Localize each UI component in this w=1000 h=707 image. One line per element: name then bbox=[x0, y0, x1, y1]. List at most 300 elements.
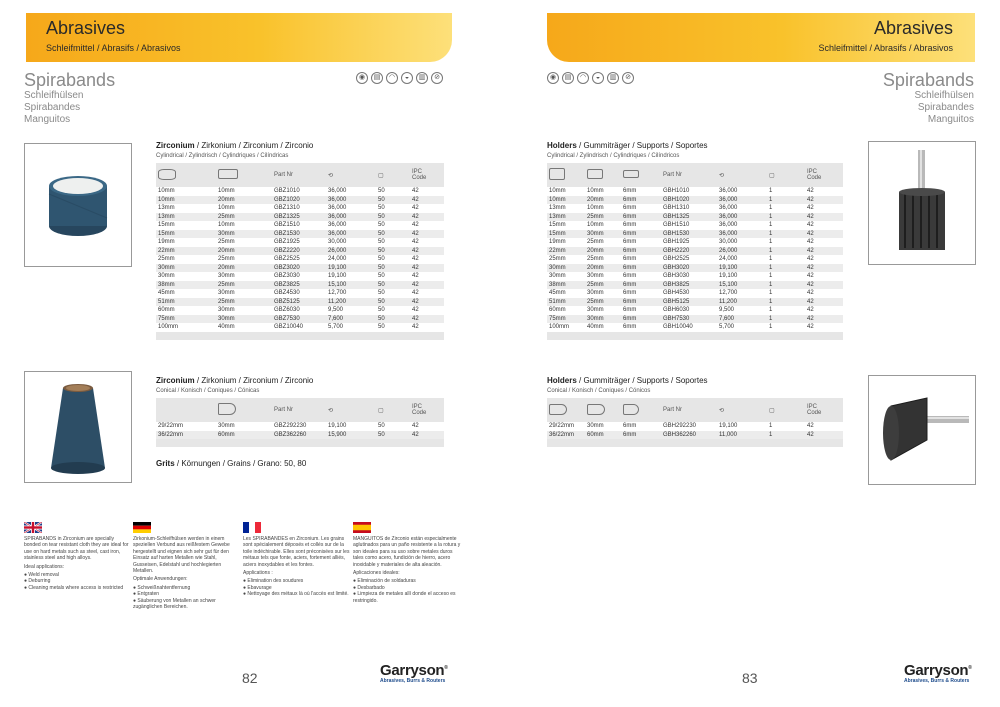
book-icon: ▥ bbox=[416, 72, 428, 84]
holders-cylindrical-cell: 1 bbox=[769, 188, 773, 194]
holders-cylindrical-cell: 6mm bbox=[623, 307, 637, 313]
holders-cylindrical-cell: 15mm bbox=[549, 222, 566, 228]
zirconium-cylindrical-cell: 13mm bbox=[158, 213, 175, 220]
holders-cylindrical-row bbox=[547, 323, 843, 332]
zirconium-cylindrical-row bbox=[156, 323, 444, 332]
rpm-icon: ⟲ bbox=[719, 407, 725, 414]
holders-cylindrical-cell: 19,100 bbox=[719, 273, 738, 279]
zirconium-cylindrical-cell: GBZ3020 bbox=[274, 264, 300, 271]
lang-en-app: ● Weld removal bbox=[24, 572, 59, 579]
holders-cylindrical-row bbox=[547, 238, 843, 247]
zirconium-cylindrical-cell: 42 bbox=[412, 273, 419, 279]
zirconium-cylindrical-cell: GBZ1510 bbox=[274, 222, 300, 228]
zirconium-cylindrical-cell: 42 bbox=[412, 298, 419, 305]
holders-cylindrical-cell: 25mm bbox=[587, 213, 604, 220]
zirconium-cylindrical-cell: 25mm bbox=[158, 256, 175, 262]
holders-cylindrical-cell: 19mm bbox=[549, 239, 566, 245]
zirconium-conical-row bbox=[156, 431, 444, 440]
uk-flag-icon bbox=[24, 522, 42, 533]
holders-cylindrical-cell: GBH4530 bbox=[663, 290, 690, 296]
zirconium-cylindrical-cell: 26,000 bbox=[328, 247, 347, 254]
zirconium-conical-row bbox=[156, 422, 444, 431]
zirconium-cylindrical-cell: 50 bbox=[378, 230, 385, 237]
zirconium-cylindrical-cell: 30mm bbox=[218, 307, 235, 313]
conical-band-image bbox=[25, 372, 131, 482]
zirconium-cylindrical-cell: 20mm bbox=[218, 196, 235, 203]
cone-length-icon bbox=[585, 398, 621, 422]
zirconium-conical-cell: 36/22mm bbox=[158, 431, 184, 438]
zirconium-cylindrical-cell: 45mm bbox=[158, 290, 175, 296]
rpm-icon: ⟲ bbox=[328, 407, 334, 414]
holders-cylindrical-cell: GBH2220 bbox=[663, 247, 690, 254]
zirconium-cylindrical-section bbox=[156, 141, 444, 340]
zirconium-cylindrical-cell: 100mm bbox=[158, 324, 179, 330]
zirconium-cylindrical-cell: 50 bbox=[378, 281, 385, 288]
part-nr-header: Part Nr bbox=[274, 407, 294, 413]
page-number-right: 83 bbox=[742, 670, 758, 686]
holders-cylindrical-cell: 9,500 bbox=[719, 307, 735, 313]
lang-en-text: SPIRABANDS in Zirconium are specially bonded on tear resistant cloth they are ideal for use on hard metals such as steel, cast iron, stainless steel and high alloys. bbox=[24, 536, 129, 562]
holders-cylindrical-cell: 6mm bbox=[623, 222, 637, 228]
holders-cylindrical-row bbox=[547, 221, 843, 230]
zirconium-cylindrical-cell: 30mm bbox=[158, 264, 175, 271]
holders-cylindrical-title: Holders / Gummiträger / Supports / Soportes bbox=[547, 141, 708, 150]
holders-conical-cell: 1 bbox=[769, 423, 773, 429]
zirconium-cylindrical-cell: GBZ1530 bbox=[274, 230, 300, 237]
zirconium-cylindrical-row bbox=[156, 238, 444, 247]
holders-cylindrical-row bbox=[547, 298, 843, 307]
safety-icons bbox=[547, 72, 634, 84]
product-photo-conical-band bbox=[24, 371, 132, 483]
lang-de-text: Zirkonium-Schleifhülsen werden in einem speziellen Verbund aus reißfestem Gewebe hergestellt und eignen sich sehr gut für den Einsatz auf harten Metallen wie Stahl, Gusseisen, Edelstahl und hochlegierten Metallen. bbox=[133, 536, 230, 575]
category-banner bbox=[26, 13, 452, 62]
zirconium-cylindrical-cell: 42 bbox=[412, 222, 419, 228]
zirconium-cylindrical-cell: 19,100 bbox=[328, 273, 347, 279]
zirconium-cylindrical-cell: 50 bbox=[378, 213, 385, 220]
holders-cylindrical-cell: 36,000 bbox=[719, 188, 738, 194]
zirconium-cylindrical-cell: 25mm bbox=[218, 281, 235, 288]
holders-cylindrical-cell: 1 bbox=[769, 222, 773, 228]
holders-cylindrical-type: Cylindrical / Zylindrisch / Cylindriques / Cilíndricos bbox=[547, 153, 680, 159]
holders-cylindrical-cell: 10mm bbox=[587, 188, 604, 194]
zirconium-cylindrical-cell: 50 bbox=[378, 298, 385, 305]
zirconium-cylindrical-row bbox=[156, 221, 444, 230]
holders-cylindrical-table bbox=[547, 163, 843, 340]
zirconium-cylindrical-cell: 42 bbox=[412, 264, 419, 271]
face-shield-icon: ◉ bbox=[547, 72, 559, 84]
holders-cylindrical-cell: 1 bbox=[769, 307, 773, 313]
conical-holder-image bbox=[869, 376, 975, 484]
product-photo-conical-holder bbox=[868, 375, 976, 485]
zirconium-cylindrical-cell: 9,500 bbox=[328, 307, 344, 313]
holders-cylindrical-cell: GBH10040 bbox=[663, 324, 693, 330]
holders-cylindrical-cell: 1 bbox=[769, 196, 773, 203]
zirconium-cylindrical-title: Zirconium / Zirkonium / Zirconium / Zirconio bbox=[156, 141, 314, 150]
zirconium-cylindrical-cell: 30mm bbox=[218, 315, 235, 322]
holders-cylindrical-cell: 1 bbox=[769, 324, 773, 330]
zirconium-cylindrical-cell: 36,000 bbox=[328, 222, 347, 228]
zirconium-cylindrical-row bbox=[156, 247, 444, 256]
holders-cylindrical-cell: 30,000 bbox=[719, 239, 738, 245]
holders-cylindrical-cell: 1 bbox=[769, 256, 773, 262]
zirconium-conical-cell: 29/22mm bbox=[158, 423, 184, 429]
holders-cylindrical-cell: 1 bbox=[769, 230, 773, 237]
zirconium-cylindrical-cell: 42 bbox=[412, 205, 419, 211]
zirconium-cylindrical-cell: 50 bbox=[378, 264, 385, 271]
product-subtitle-es: Manguitos bbox=[927, 114, 974, 125]
banner-title: Abrasives bbox=[46, 18, 126, 38]
zirconium-cylindrical-cell: GBZ2525 bbox=[274, 256, 300, 262]
zirconium-cylindrical-row bbox=[156, 315, 444, 324]
lang-de-app: ● Schweißnahtentfernung bbox=[133, 584, 191, 591]
ipc-code-header: IPC Code bbox=[807, 404, 822, 416]
holders-conical-section bbox=[547, 376, 843, 447]
zirconium-cylindrical-cell: 50 bbox=[378, 239, 385, 245]
holders-conical-title: Holders / Gummiträger / Supports / Soportes bbox=[547, 376, 708, 385]
zirconium-cylindrical-cell: GBZ1925 bbox=[274, 239, 300, 245]
zirconium-cylindrical-cell: 50 bbox=[378, 188, 385, 194]
ear-icon: ◠ bbox=[577, 72, 589, 84]
lang-es-app: ● Eliminación de soldaduras bbox=[353, 578, 416, 585]
zirconium-cylindrical-row bbox=[156, 213, 444, 222]
holders-cylindrical-cell: GBH2525 bbox=[663, 256, 690, 262]
holders-cylindrical-cell: GBH1310 bbox=[663, 205, 690, 211]
zirconium-cylindrical-row bbox=[156, 264, 444, 273]
product-subtitle-fr: Spirabandes bbox=[24, 102, 81, 113]
holders-cylindrical-cell: 6mm bbox=[623, 230, 637, 237]
cone-icon bbox=[216, 398, 272, 422]
holders-cylindrical-cell: GBH3030 bbox=[663, 273, 690, 279]
ear-icon: ◠ bbox=[386, 72, 398, 84]
holders-cylindrical-cell: 6mm bbox=[623, 213, 637, 220]
diameter-icon bbox=[547, 163, 585, 187]
holders-conical-cell: 1 bbox=[769, 431, 773, 438]
holders-cylindrical-row bbox=[547, 289, 843, 298]
zirconium-cylindrical-cell: 51mm bbox=[158, 298, 175, 305]
zirconium-cylindrical-cell: 36,000 bbox=[328, 213, 347, 220]
holders-cylindrical-cell: 6mm bbox=[623, 273, 637, 279]
zirconium-cylindrical-cell: 40mm bbox=[218, 324, 235, 330]
product-photo-cylindrical-holder bbox=[868, 141, 976, 265]
rpm-icon: ⟲ bbox=[328, 172, 334, 179]
holders-cylindrical-cell: 36,000 bbox=[719, 213, 738, 220]
zirconium-cylindrical-cell: 36,000 bbox=[328, 230, 347, 237]
zirconium-cylindrical-cell: 42 bbox=[412, 256, 419, 262]
banner-title: Abrasives bbox=[873, 18, 953, 38]
holders-cylindrical-cell: 24,000 bbox=[719, 256, 738, 262]
holders-cylindrical-row bbox=[547, 272, 843, 281]
holders-conical-row bbox=[547, 431, 843, 440]
cylindrical-holder-image bbox=[869, 142, 975, 264]
holders-cylindrical-row bbox=[547, 247, 843, 256]
holders-cylindrical-cell: 25mm bbox=[549, 256, 566, 262]
lang-de-app: ● Säuberung von Metallen an schwer zugänglichen Bereichen. bbox=[133, 597, 216, 611]
zirconium-cylindrical-table bbox=[156, 163, 444, 340]
holders-cylindrical-row bbox=[547, 196, 843, 205]
zirconium-cylindrical-row bbox=[156, 230, 444, 239]
zirconium-cylindrical-cell: 50 bbox=[378, 247, 385, 254]
holders-cylindrical-cell: 42 bbox=[807, 230, 814, 237]
french-flag-icon bbox=[243, 522, 261, 533]
zirconium-cylindrical-cell: 20mm bbox=[218, 264, 235, 271]
cone-shank-icon bbox=[621, 398, 661, 422]
holders-cylindrical-cell: 6mm bbox=[623, 281, 637, 288]
lang-en-app: ● Deburring bbox=[24, 578, 51, 585]
zirconium-cylindrical-cell: 30mm bbox=[158, 273, 175, 279]
holders-cylindrical-cell: 30mm bbox=[587, 273, 604, 279]
holders-cylindrical-cell: 6mm bbox=[623, 315, 637, 322]
holders-conical-cell: 30mm bbox=[587, 423, 604, 429]
holders-cylindrical-cell: 42 bbox=[807, 315, 814, 322]
zirconium-cylindrical-cell: 50 bbox=[378, 222, 385, 228]
zirconium-cylindrical-row bbox=[156, 289, 444, 298]
holders-cylindrical-cell: 25mm bbox=[587, 239, 604, 245]
holders-cylindrical-section bbox=[547, 141, 843, 340]
zirconium-conical-table bbox=[156, 398, 444, 447]
zirconium-cylindrical-cell: 50 bbox=[378, 290, 385, 296]
zirconium-conical-cell: 42 bbox=[412, 423, 419, 429]
zirconium-cylindrical-cell: 30mm bbox=[218, 290, 235, 296]
lang-es-app: ● Limpieza de metales allí donde el acceso es restringido. bbox=[353, 591, 456, 604]
holders-cylindrical-cell: 15mm bbox=[549, 230, 566, 237]
zirconium-cylindrical-cell: 30,000 bbox=[328, 239, 347, 245]
part-nr-header: Part Nr bbox=[663, 172, 683, 178]
holders-cylindrical-cell: 36,000 bbox=[719, 230, 738, 237]
zirconium-cylindrical-cell: GBZ1010 bbox=[274, 188, 300, 194]
zirconium-cylindrical-cell: 42 bbox=[412, 324, 419, 330]
zirconium-cylindrical-cell: 50 bbox=[378, 315, 385, 322]
zirconium-cylindrical-cell: 25mm bbox=[218, 239, 235, 245]
holders-cylindrical-row bbox=[547, 255, 843, 264]
zirconium-cylindrical-cell: 38mm bbox=[158, 281, 175, 288]
zirconium-cylindrical-cell: 42 bbox=[412, 213, 419, 220]
holders-cylindrical-cell: GBH1510 bbox=[663, 222, 690, 228]
holders-cylindrical-row bbox=[547, 230, 843, 239]
zirconium-cylindrical-cell: GBZ10040 bbox=[274, 324, 304, 330]
zirconium-conical-cell: GBZ292230 bbox=[274, 423, 307, 429]
lang-block-es bbox=[353, 522, 461, 604]
zirconium-cylindrical-cell: 60mm bbox=[158, 307, 175, 313]
zirconium-cylindrical-cell: 25mm bbox=[218, 213, 235, 220]
zirconium-cylindrical-cell: 12,700 bbox=[328, 290, 347, 296]
zirconium-cylindrical-cell: 36,000 bbox=[328, 188, 347, 194]
zirconium-cylindrical-cell: GBZ1020 bbox=[274, 196, 300, 203]
holders-cylindrical-cell: 20mm bbox=[587, 196, 604, 203]
zirconium-cylindrical-cell: 10mm bbox=[158, 196, 175, 203]
part-nr-header: Part Nr bbox=[274, 172, 294, 178]
zirconium-conical-type: Conical / Konisch / Coniques / Cónicas bbox=[156, 388, 260, 394]
holders-cylindrical-cell: 1 bbox=[769, 298, 773, 305]
zirconium-cylindrical-cell: 7,600 bbox=[328, 315, 344, 322]
holders-cylindrical-row bbox=[547, 204, 843, 213]
holders-cylindrical-cell: 42 bbox=[807, 222, 814, 228]
holders-cylindrical-row bbox=[547, 281, 843, 290]
holders-cylindrical-cell: 36,000 bbox=[719, 196, 738, 203]
zirconium-cylindrical-cell: 42 bbox=[412, 188, 419, 194]
holders-conical-cell: 11,000 bbox=[719, 431, 737, 438]
product-subtitle-fr: Spirabandes bbox=[917, 102, 974, 113]
holders-cylindrical-cell: 1 bbox=[769, 290, 773, 296]
book-icon: ▥ bbox=[607, 72, 619, 84]
zirconium-cylindrical-cell: GBZ3825 bbox=[274, 281, 300, 288]
lang-fr-app: ● Nettoyage des métaux là où l'accès est limité. bbox=[243, 591, 349, 598]
holders-conical-row bbox=[547, 422, 843, 431]
zirconium-cylindrical-type: Cylindrical / Zylindrisch / Cylindriques / Cilíndricas bbox=[156, 153, 289, 159]
zirconium-cylindrical-cell: 10mm bbox=[218, 205, 235, 211]
holders-cylindrical-cell: 11,200 bbox=[719, 298, 737, 305]
holders-cylindrical-cell: 1 bbox=[769, 239, 773, 245]
holders-cylindrical-cell: 13mm bbox=[549, 205, 566, 211]
holders-cylindrical-cell: GBH1010 bbox=[663, 188, 690, 194]
mask-icon: ▤ bbox=[562, 72, 574, 84]
zirconium-cylindrical-cell: 36,000 bbox=[328, 205, 347, 211]
zirconium-cylindrical-cell: 20mm bbox=[218, 247, 235, 254]
lang-block-de bbox=[133, 522, 241, 610]
holders-cylindrical-cell: 100mm bbox=[549, 324, 570, 330]
zirconium-cylindrical-row bbox=[156, 306, 444, 315]
lang-fr-text: Les SPIRABANDES en Zirconium. Les grains sont spécialement déposés et collés sur de la toile indéchirable. Elles sont préconisées sur les métaux tels que fonte, aciers, fortement alliés, aciers inoxydables et les fontes. bbox=[243, 536, 350, 568]
zirconium-cylindrical-cell: 50 bbox=[378, 273, 385, 279]
helmet-icon: ◒ bbox=[592, 72, 604, 84]
holders-cylindrical-cell: 5,700 bbox=[719, 324, 735, 330]
holders-cylindrical-cell: 1 bbox=[769, 205, 773, 211]
holders-cylindrical-cell: GBH7530 bbox=[663, 315, 690, 322]
zirconium-conical-cell: 19,100 bbox=[328, 423, 347, 429]
zirconium-cylindrical-cell: 25mm bbox=[218, 298, 235, 305]
holders-cylindrical-cell: 6mm bbox=[623, 188, 637, 194]
box-icon: ▢ bbox=[769, 407, 775, 414]
german-flag-icon bbox=[133, 522, 151, 533]
part-nr-header: Part Nr bbox=[663, 407, 683, 413]
holders-cylindrical-cell: 30mm bbox=[587, 307, 604, 313]
zirconium-conical-cell: 15,900 bbox=[328, 431, 347, 438]
holders-conical-cell: 42 bbox=[807, 423, 814, 429]
holders-cylindrical-cell: 1 bbox=[769, 315, 773, 322]
holders-cylindrical-cell: 6mm bbox=[623, 298, 637, 305]
holders-cylindrical-cell: 20mm bbox=[587, 247, 604, 254]
zirconium-cylindrical-cell: 19,100 bbox=[328, 264, 347, 271]
holders-cylindrical-cell: 42 bbox=[807, 281, 814, 288]
holders-cylindrical-cell: 1 bbox=[769, 281, 773, 288]
holders-cylindrical-cell: GBH1925 bbox=[663, 239, 690, 245]
shank-icon bbox=[621, 163, 661, 187]
zirconium-cylindrical-cell: 25mm bbox=[218, 256, 235, 262]
box-icon: ▢ bbox=[769, 172, 775, 179]
zirconium-cylindrical-cell: 42 bbox=[412, 307, 419, 313]
holders-cylindrical-cell: 30mm bbox=[549, 264, 566, 271]
zirconium-cylindrical-cell: 50 bbox=[378, 256, 385, 262]
diameter-icon bbox=[156, 163, 216, 187]
lang-fr-apps-title: Applications : bbox=[243, 570, 273, 577]
helmet-icon: ◒ bbox=[401, 72, 413, 84]
lang-block-fr bbox=[243, 522, 351, 598]
garryson-logo: Garryson® Abrasives, Burrs & Routers bbox=[904, 662, 972, 684]
holders-cylindrical-cell: GBH1020 bbox=[663, 196, 690, 203]
holders-conical-type: Conical / Konisch / Coniques / Cónicos bbox=[547, 388, 651, 394]
holders-cylindrical-cell: 22mm bbox=[549, 247, 566, 254]
cylindrical-band-image bbox=[25, 144, 131, 266]
holders-cylindrical-row bbox=[547, 315, 843, 324]
holders-cylindrical-cell: 30mm bbox=[587, 315, 604, 322]
zirconium-cylindrical-cell: 42 bbox=[412, 230, 419, 237]
zirconium-cylindrical-row bbox=[156, 281, 444, 290]
cone-diameter-icon bbox=[547, 398, 585, 422]
zirconium-cylindrical-cell: GBZ6030 bbox=[274, 307, 300, 313]
holders-cylindrical-cell: 6mm bbox=[623, 264, 637, 271]
lang-block-en bbox=[24, 522, 132, 591]
holders-cylindrical-cell: 51mm bbox=[549, 298, 566, 305]
holders-conical-cell: 6mm bbox=[623, 423, 637, 429]
zirconium-cylindrical-cell: GBZ5125 bbox=[274, 298, 300, 305]
holders-cylindrical-cell: 6mm bbox=[623, 247, 637, 254]
holders-conical-cell: 19,100 bbox=[719, 423, 738, 429]
page-number-left: 82 bbox=[242, 670, 258, 686]
holders-cylindrical-cell: 42 bbox=[807, 324, 814, 330]
product-title: Spirabands bbox=[24, 70, 116, 90]
length-icon bbox=[585, 163, 621, 187]
zirconium-cylindrical-cell: GBZ4530 bbox=[274, 290, 300, 296]
holders-conical-cell: 42 bbox=[807, 431, 814, 438]
ipc-code-header: IPC Code bbox=[807, 169, 822, 181]
zirconium-conical-cell: 50 bbox=[378, 431, 385, 438]
zirconium-cylindrical-cell: 42 bbox=[412, 315, 419, 322]
product-title: Spirabands bbox=[882, 70, 974, 90]
zirconium-cylindrical-cell: 42 bbox=[412, 239, 419, 245]
box-icon: ▢ bbox=[378, 172, 384, 179]
zirconium-cylindrical-cell: 10mm bbox=[158, 188, 175, 194]
holders-cylindrical-cell: 36,000 bbox=[719, 205, 738, 211]
holders-cylindrical-cell: 10mm bbox=[587, 205, 604, 211]
holders-conical-cell: 60mm bbox=[587, 431, 604, 438]
zirconium-cylindrical-cell: 19mm bbox=[158, 239, 175, 245]
banner-subtitle: Schleifmittel / Abrasifs / Abrasivos bbox=[46, 43, 181, 53]
zirconium-cylindrical-cell: 30mm bbox=[218, 230, 235, 237]
lang-es-app: ● Desbarbado bbox=[353, 584, 385, 591]
zirconium-conical-cell: 42 bbox=[412, 431, 419, 438]
holders-cylindrical-cell: 75mm bbox=[549, 315, 566, 322]
holders-cylindrical-cell: 30mm bbox=[587, 230, 604, 237]
ipc-code-header: IPC Code bbox=[412, 404, 427, 416]
holders-cylindrical-cell: 42 bbox=[807, 264, 814, 271]
holders-cylindrical-cell: 1 bbox=[769, 213, 773, 220]
zirconium-cylindrical-cell: 42 bbox=[412, 196, 419, 203]
rpm-icon: ⟲ bbox=[719, 172, 725, 179]
holders-cylindrical-cell: 12,700 bbox=[719, 290, 738, 296]
zirconium-cylindrical-cell: 50 bbox=[378, 307, 385, 313]
zirconium-cylindrical-cell: 50 bbox=[378, 205, 385, 211]
zirconium-cylindrical-cell: 15mm bbox=[158, 230, 175, 237]
face-shield-icon: ◉ bbox=[356, 72, 368, 84]
mask-icon: ▤ bbox=[371, 72, 383, 84]
zirconium-cylindrical-row bbox=[156, 204, 444, 213]
holders-cylindrical-cell: 25mm bbox=[587, 298, 604, 305]
zirconium-conical-cell: GBZ362260 bbox=[274, 431, 307, 438]
holders-cylindrical-cell: 10mm bbox=[549, 196, 566, 203]
zirconium-cylindrical-cell: GBZ3030 bbox=[274, 273, 300, 279]
zirconium-cylindrical-cell: 15,100 bbox=[328, 281, 347, 288]
safety-icons bbox=[356, 72, 443, 84]
holders-cylindrical-cell: 42 bbox=[807, 196, 814, 203]
zirconium-conical-cell: 60mm bbox=[218, 431, 235, 438]
holders-cylindrical-row bbox=[547, 306, 843, 315]
zirconium-cylindrical-cell: 13mm bbox=[158, 205, 175, 211]
holders-cylindrical-cell: 30mm bbox=[549, 273, 566, 279]
zirconium-cylindrical-cell: 36,000 bbox=[328, 196, 347, 203]
zirconium-cylindrical-row bbox=[156, 187, 444, 196]
holders-cylindrical-cell: 13mm bbox=[549, 213, 566, 220]
lang-en-app: ● Cleaning metals where access is restricted bbox=[24, 584, 124, 591]
holders-cylindrical-cell: 45mm bbox=[549, 290, 566, 296]
